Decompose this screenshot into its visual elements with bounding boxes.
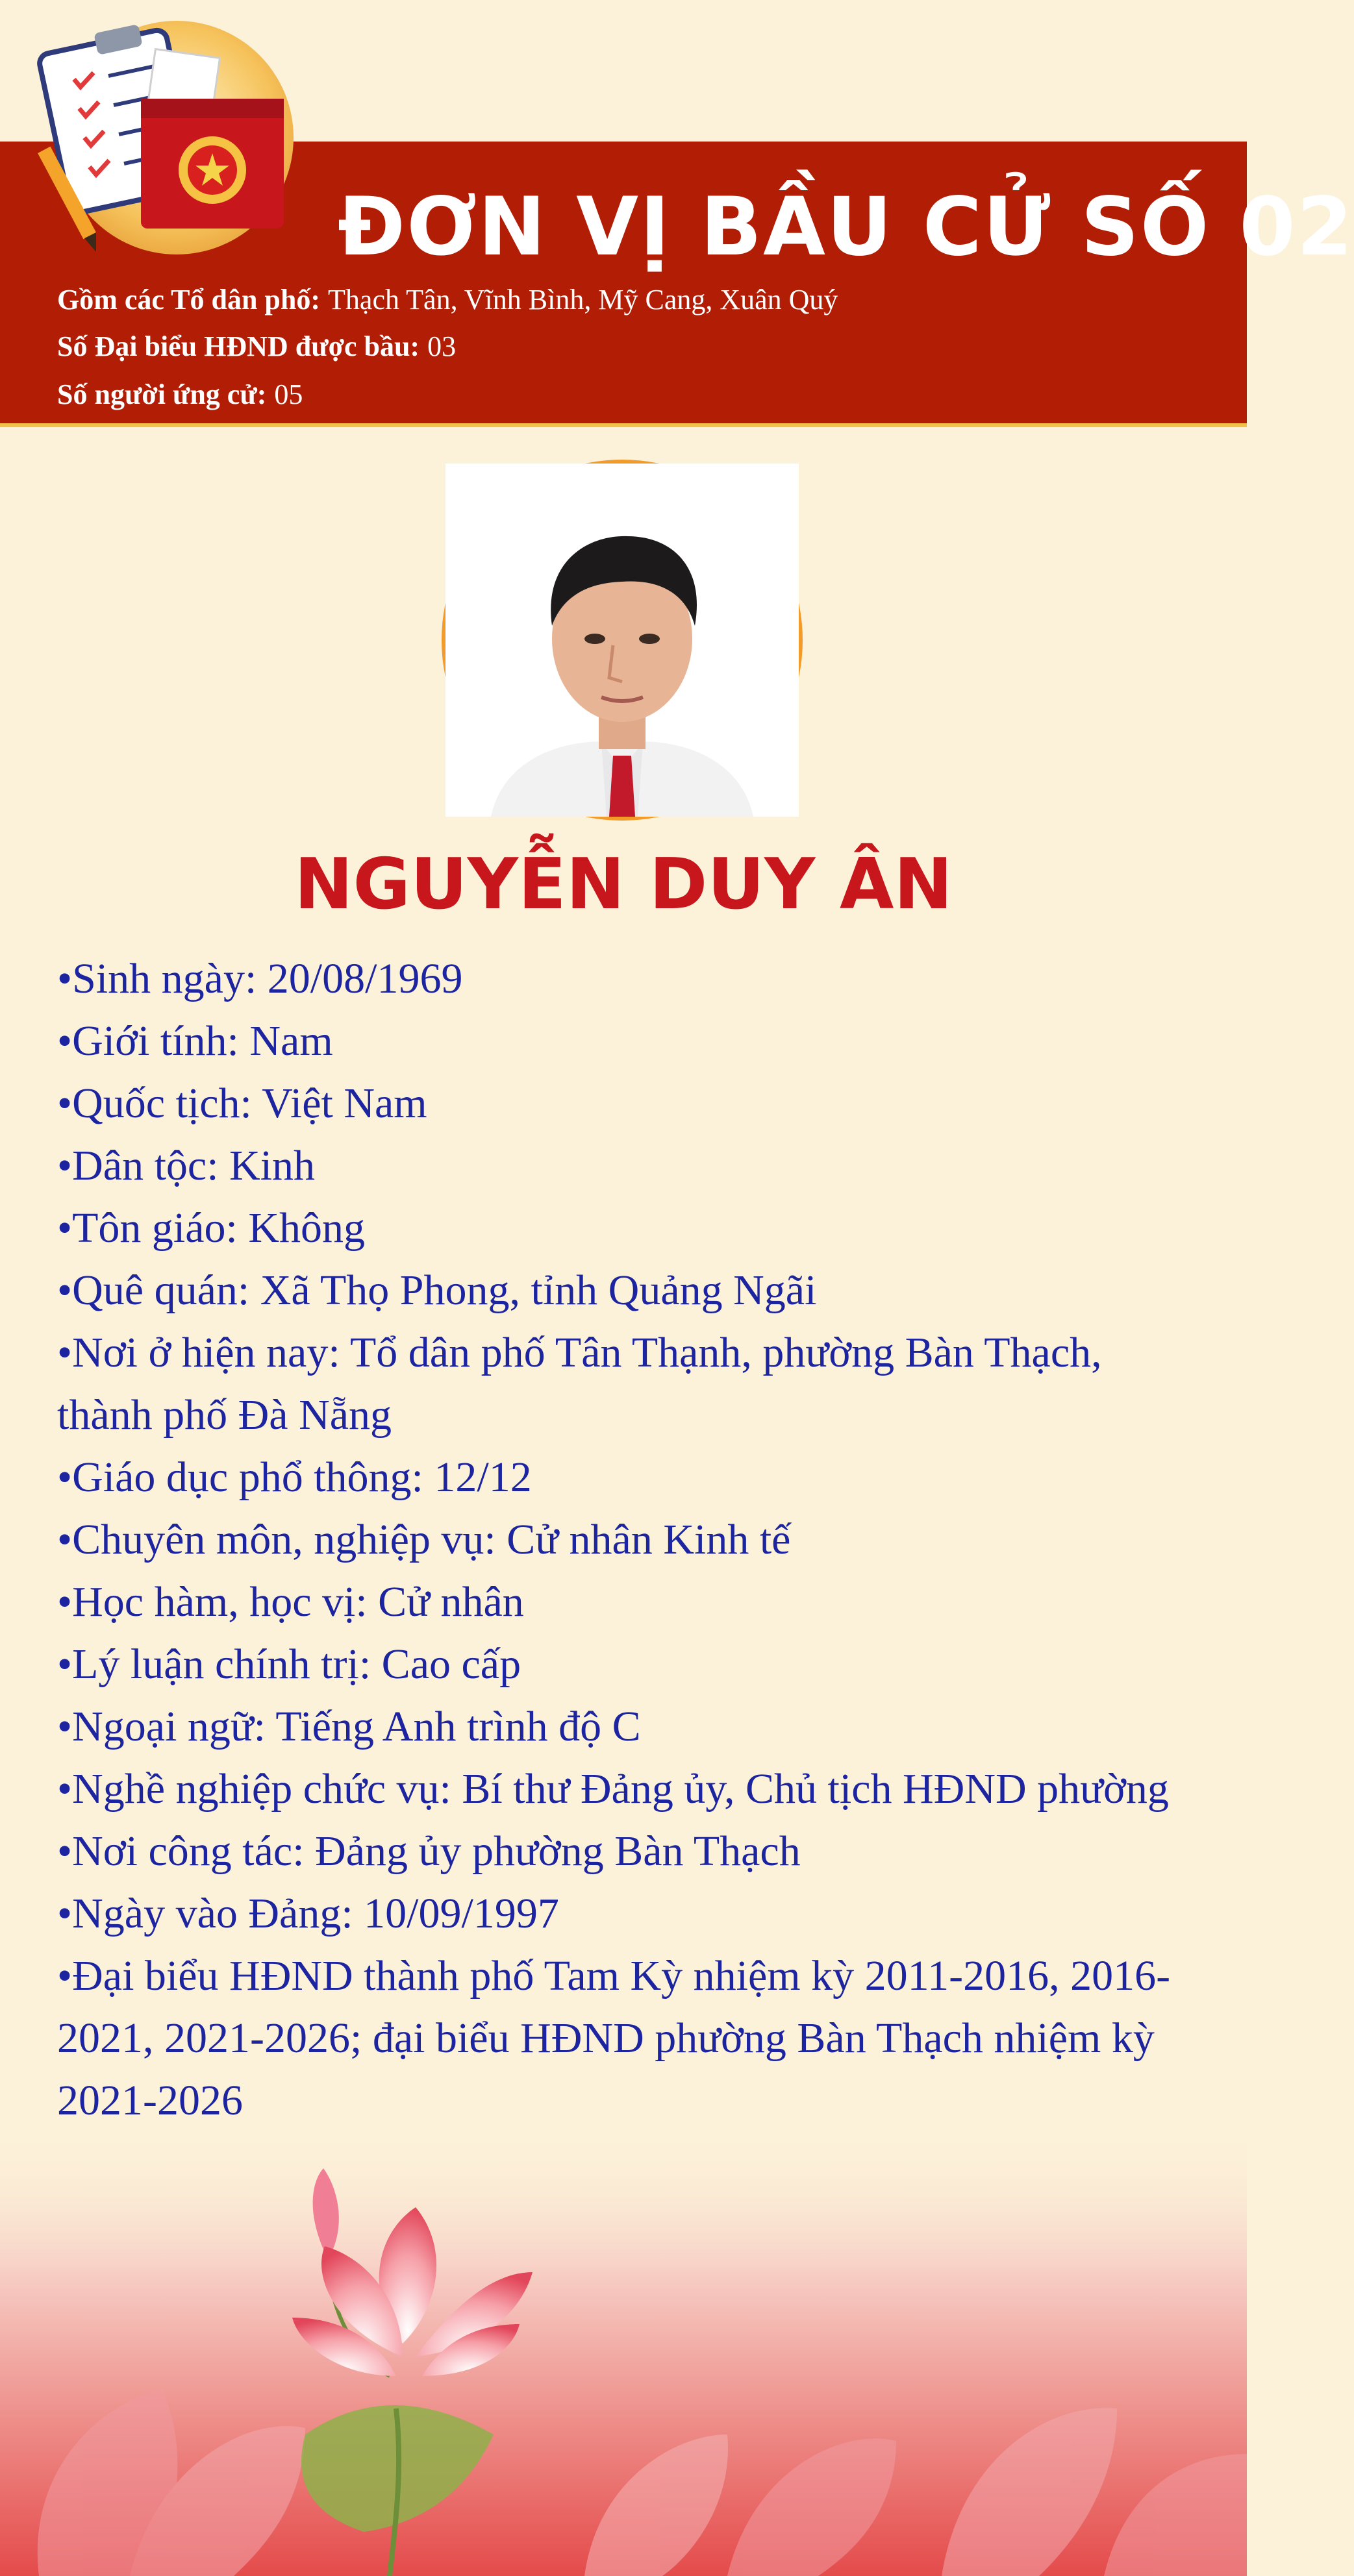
district-title: ĐƠN VỊ BẦU CỬ SỐ 02 bbox=[338, 180, 1354, 274]
info-label: Số người ứng cử: bbox=[57, 378, 267, 410]
bio-item-education: •Giáo dục phổ thông: 12/12 bbox=[57, 1454, 532, 1501]
bullet-icon: • bbox=[57, 1641, 73, 1688]
bullet-icon: • bbox=[57, 1827, 73, 1875]
bullet-icon: • bbox=[57, 1329, 73, 1376]
bio-item-gender: •Giới tính: Nam bbox=[57, 1017, 333, 1065]
info-row-delegates bbox=[57, 330, 456, 363]
bullet-icon: • bbox=[57, 1578, 73, 1626]
bio-item-residence: •Nơi ở hiện nay: Tổ dân phố Tân Thạnh, phường Bàn Thạch, thành phố Đà Nẵng bbox=[57, 1329, 1102, 1439]
bio-item-political-theory: •Lý luận chính trị: Cao cấp bbox=[57, 1641, 521, 1688]
bio-item-foreign-language: •Ngoại ngữ: Tiếng Anh trình độ C bbox=[57, 1703, 641, 1750]
candidate-name: NGUYỄN DUY ÂN bbox=[294, 844, 953, 925]
bullet-icon: • bbox=[57, 1703, 73, 1750]
info-label: Gồm các Tổ dân phố: bbox=[57, 284, 321, 316]
bio-item-specialty: •Chuyên môn, nghiệp vụ: Cử nhân Kinh tế bbox=[57, 1516, 791, 1563]
bio-item-hometown: •Quê quán: Xã Thọ Phong, tỉnh Quảng Ngãi bbox=[57, 1267, 817, 1314]
ballot-box-icon bbox=[34, 14, 294, 256]
lotus-background bbox=[0, 2129, 1247, 2576]
bio-item-birthdate: •Sinh ngày: 20/08/1969 bbox=[57, 955, 463, 1002]
portrait-image bbox=[445, 464, 799, 817]
bullet-icon: • bbox=[57, 1142, 73, 1189]
bullet-icon: • bbox=[57, 955, 73, 1002]
bullet-icon: • bbox=[57, 1454, 73, 1501]
info-row-candidates bbox=[57, 378, 303, 411]
info-label: Số Đại biểu HĐND được bầu: bbox=[57, 330, 420, 362]
bio-item-academic-degree: •Học hàm, học vị: Cử nhân bbox=[57, 1578, 524, 1626]
bullet-icon: • bbox=[57, 1017, 73, 1065]
bio-item-ethnicity: •Dân tộc: Kinh bbox=[57, 1142, 316, 1189]
national-emblem-icon bbox=[179, 136, 246, 204]
bullet-icon: • bbox=[57, 1765, 73, 1813]
bio-item-council-terms: •Đại biểu HĐND thành phố Tam Kỳ nhiệm kỳ 2011-2016, 2016-2021, 2021-2026; đại biểu HĐND phường Bàn Thạch nhiệm kỳ 2021-2026 bbox=[57, 1952, 1171, 2124]
bullet-icon: • bbox=[57, 1890, 73, 1937]
info-value: Thạch Tân, Vĩnh Bình, Mỹ Cang, Xuân Quý bbox=[328, 284, 838, 316]
bullet-icon: • bbox=[57, 1516, 73, 1563]
bio-item-nationality: •Quốc tịch: Việt Nam bbox=[57, 1080, 427, 1127]
info-value: 03 bbox=[427, 330, 457, 362]
bullet-icon: • bbox=[57, 1080, 73, 1127]
candidate-photo bbox=[442, 460, 803, 821]
bio-item-party-join-date: •Ngày vào Đảng: 10/09/1997 bbox=[57, 1890, 559, 1937]
bullet-icon: • bbox=[57, 1267, 73, 1314]
bullet-icon: • bbox=[57, 1204, 73, 1252]
candidate-bio-list bbox=[57, 948, 1200, 2132]
bio-item-workplace: •Nơi công tác: Đảng ủy phường Bàn Thạch bbox=[57, 1827, 801, 1875]
bio-item-occupation: •Nghề nghiệp chức vụ: Bí thư Đảng ủy, Chủ tịch HĐND phường bbox=[57, 1765, 1169, 1813]
info-row-neighborhoods bbox=[57, 283, 838, 316]
info-value: 05 bbox=[274, 378, 303, 410]
bio-item-religion: •Tôn giáo: Không bbox=[57, 1204, 366, 1252]
bullet-icon: • bbox=[57, 1952, 73, 2000]
